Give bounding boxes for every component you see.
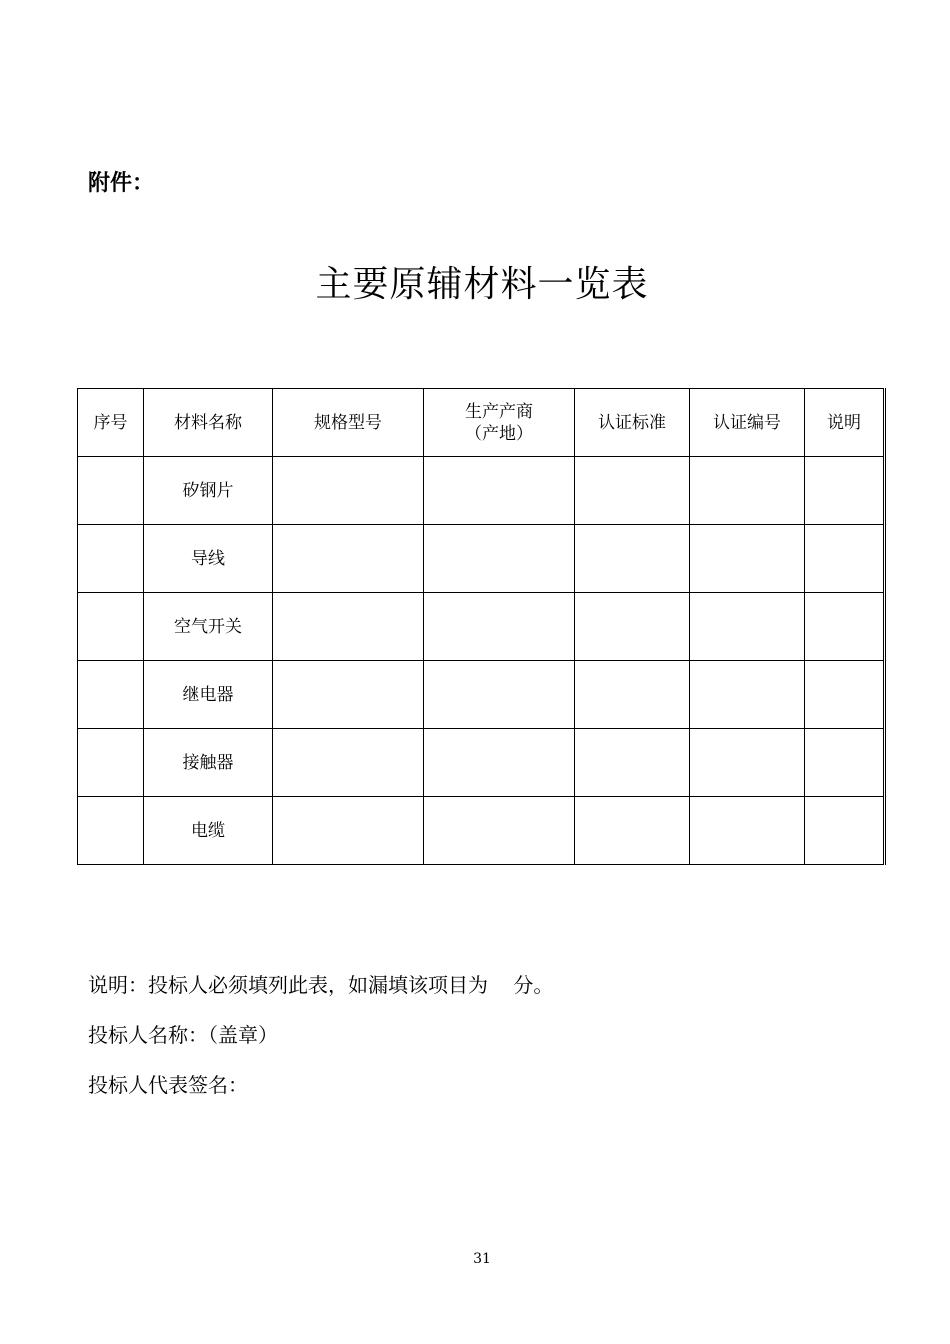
cell-spec-model[interactable] bbox=[273, 797, 424, 865]
cell-manufacturer[interactable] bbox=[424, 525, 575, 593]
notes-section bbox=[88, 968, 553, 1118]
materials-table bbox=[77, 388, 886, 865]
cell-spec-model[interactable] bbox=[273, 457, 424, 525]
header-remarks: 说明 bbox=[805, 389, 885, 457]
cell-cert-standard[interactable] bbox=[575, 457, 690, 525]
cell-remarks[interactable] bbox=[805, 457, 885, 525]
table-row bbox=[78, 525, 885, 593]
cell-cert-number[interactable] bbox=[690, 593, 805, 661]
cell-spec-model[interactable] bbox=[273, 593, 424, 661]
cell-material-name: 矽钢片 bbox=[144, 457, 273, 525]
cell-seq[interactable] bbox=[78, 593, 144, 661]
cell-seq[interactable] bbox=[78, 525, 144, 593]
instruction-note: 说明：投标人必须填列此表，如漏填该项目为 分。 bbox=[88, 973, 554, 997]
table-row bbox=[78, 593, 885, 661]
table-row bbox=[78, 729, 885, 797]
header-cert-number: 认证编号 bbox=[690, 389, 805, 457]
cell-manufacturer[interactable] bbox=[424, 729, 575, 797]
cell-cert-number[interactable] bbox=[690, 797, 805, 865]
cell-spec-model[interactable] bbox=[273, 525, 424, 593]
cell-seq[interactable] bbox=[78, 457, 144, 525]
cell-cert-number[interactable] bbox=[690, 661, 805, 729]
cell-cert-standard[interactable] bbox=[575, 661, 690, 729]
cell-spec-model[interactable] bbox=[273, 729, 424, 797]
cell-manufacturer[interactable] bbox=[424, 457, 575, 525]
page-number: 31 bbox=[473, 1251, 491, 1267]
cell-remarks[interactable] bbox=[805, 525, 885, 593]
cell-material-name: 空气开关 bbox=[144, 593, 273, 661]
cell-cert-number[interactable] bbox=[690, 457, 805, 525]
cell-remarks[interactable] bbox=[805, 661, 885, 729]
table-header-row bbox=[78, 389, 885, 457]
cell-material-name: 接触器 bbox=[144, 729, 273, 797]
table-row bbox=[78, 797, 885, 865]
cell-manufacturer[interactable] bbox=[424, 661, 575, 729]
cell-remarks[interactable] bbox=[805, 593, 885, 661]
header-seq: 序号 bbox=[78, 389, 144, 457]
cell-material-name: 继电器 bbox=[144, 661, 273, 729]
cell-cert-standard[interactable] bbox=[575, 797, 690, 865]
attachment-label: 附件： bbox=[88, 171, 155, 196]
header-manufacturer-line1: 生产产商 bbox=[465, 401, 533, 422]
cell-cert-standard[interactable] bbox=[575, 729, 690, 797]
cell-remarks[interactable] bbox=[805, 729, 885, 797]
cell-seq[interactable] bbox=[78, 729, 144, 797]
cell-manufacturer[interactable] bbox=[424, 797, 575, 865]
document-title: 主要原辅材料一览表 bbox=[315, 264, 649, 305]
cell-remarks[interactable] bbox=[805, 797, 885, 865]
bidder-name-line: 投标人名称：（盖章） bbox=[88, 1023, 278, 1047]
cell-material-name: 导线 bbox=[144, 525, 273, 593]
header-spec-model: 规格型号 bbox=[273, 389, 424, 457]
table-row bbox=[78, 661, 885, 729]
header-manufacturer bbox=[424, 389, 575, 457]
cell-seq[interactable] bbox=[78, 797, 144, 865]
cell-cert-standard[interactable] bbox=[575, 525, 690, 593]
cell-spec-model[interactable] bbox=[273, 661, 424, 729]
cell-cert-standard[interactable] bbox=[575, 593, 690, 661]
cell-cert-number[interactable] bbox=[690, 729, 805, 797]
header-manufacturer-line2: （产地） bbox=[465, 423, 533, 444]
cell-manufacturer[interactable] bbox=[424, 593, 575, 661]
table-row bbox=[78, 457, 885, 525]
header-cert-standard: 认证标准 bbox=[575, 389, 690, 457]
cell-seq[interactable] bbox=[78, 661, 144, 729]
header-material-name: 材料名称 bbox=[144, 389, 273, 457]
bidder-representative-signature-line: 投标人代表签名： bbox=[88, 1073, 248, 1097]
cell-material-name: 电缆 bbox=[144, 797, 273, 865]
cell-cert-number[interactable] bbox=[690, 525, 805, 593]
